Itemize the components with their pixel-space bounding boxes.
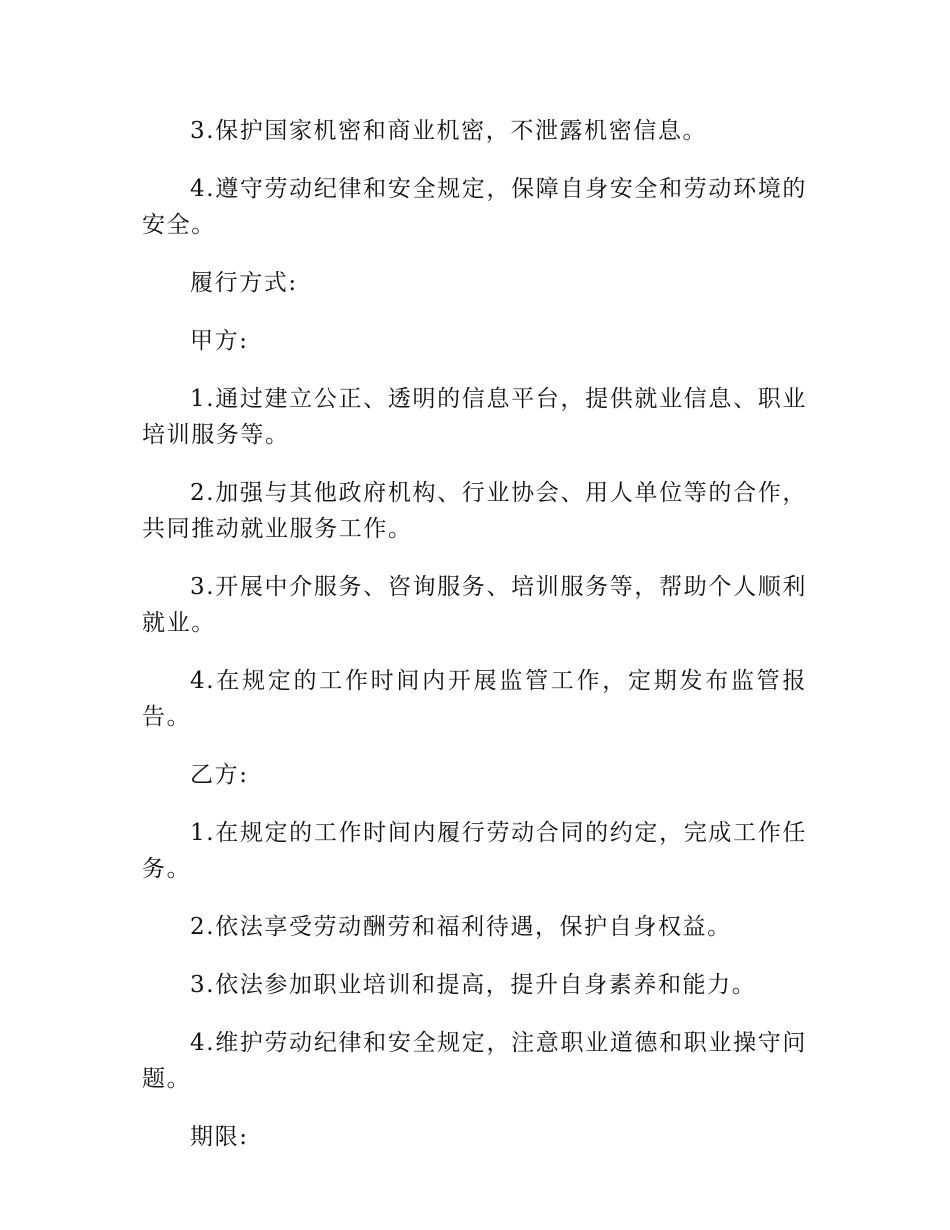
paragraph-party-a-item-3: 3.开展中介服务、咨询服务、培训服务等，帮助个人顺利就业。	[142, 574, 807, 636]
paragraph-item-3-protect-secrets: 3.保护国家机密和商业机密，不泄露机密信息。	[190, 118, 708, 144]
paragraph-item-4-labor-discipline: 4.遵守劳动纪律和安全规定，保障自身安全和劳动环境的安全。	[142, 176, 807, 238]
paragraph-party-b-item-1: 1.在规定的工作时间内履行劳动合同的约定，完成工作任务。	[142, 820, 807, 882]
paragraph-party-a-item-4: 4.在规定的工作时间内开展监管工作，定期发布监管报告。	[142, 668, 807, 730]
section-heading-performance-method: 履行方式:	[190, 270, 298, 296]
paragraph-party-a-item-1: 1.通过建立公正、透明的信息平台，提供就业信息、职业培训服务等。	[142, 386, 807, 448]
section-heading-term: 期限:	[190, 1124, 249, 1150]
paragraph-party-a-item-2: 2.加强与其他政府机构、行业协会、用人单位等的合作，共同推动就业服务工作。	[142, 480, 807, 542]
section-heading-party-b: 乙方:	[190, 762, 249, 788]
paragraph-party-b-item-4: 4.维护劳动纪律和安全规定，注意职业道德和职业操守问题。	[142, 1030, 807, 1092]
paragraph-party-b-item-3: 3.依法参加职业培训和提高，提升自身素养和能力。	[190, 972, 757, 998]
document-body	[142, 113, 807, 1177]
section-heading-party-a: 甲方:	[190, 328, 249, 354]
paragraph-party-b-item-2: 2.依法享受劳动酬劳和福利待遇，保护自身权益。	[190, 914, 732, 940]
